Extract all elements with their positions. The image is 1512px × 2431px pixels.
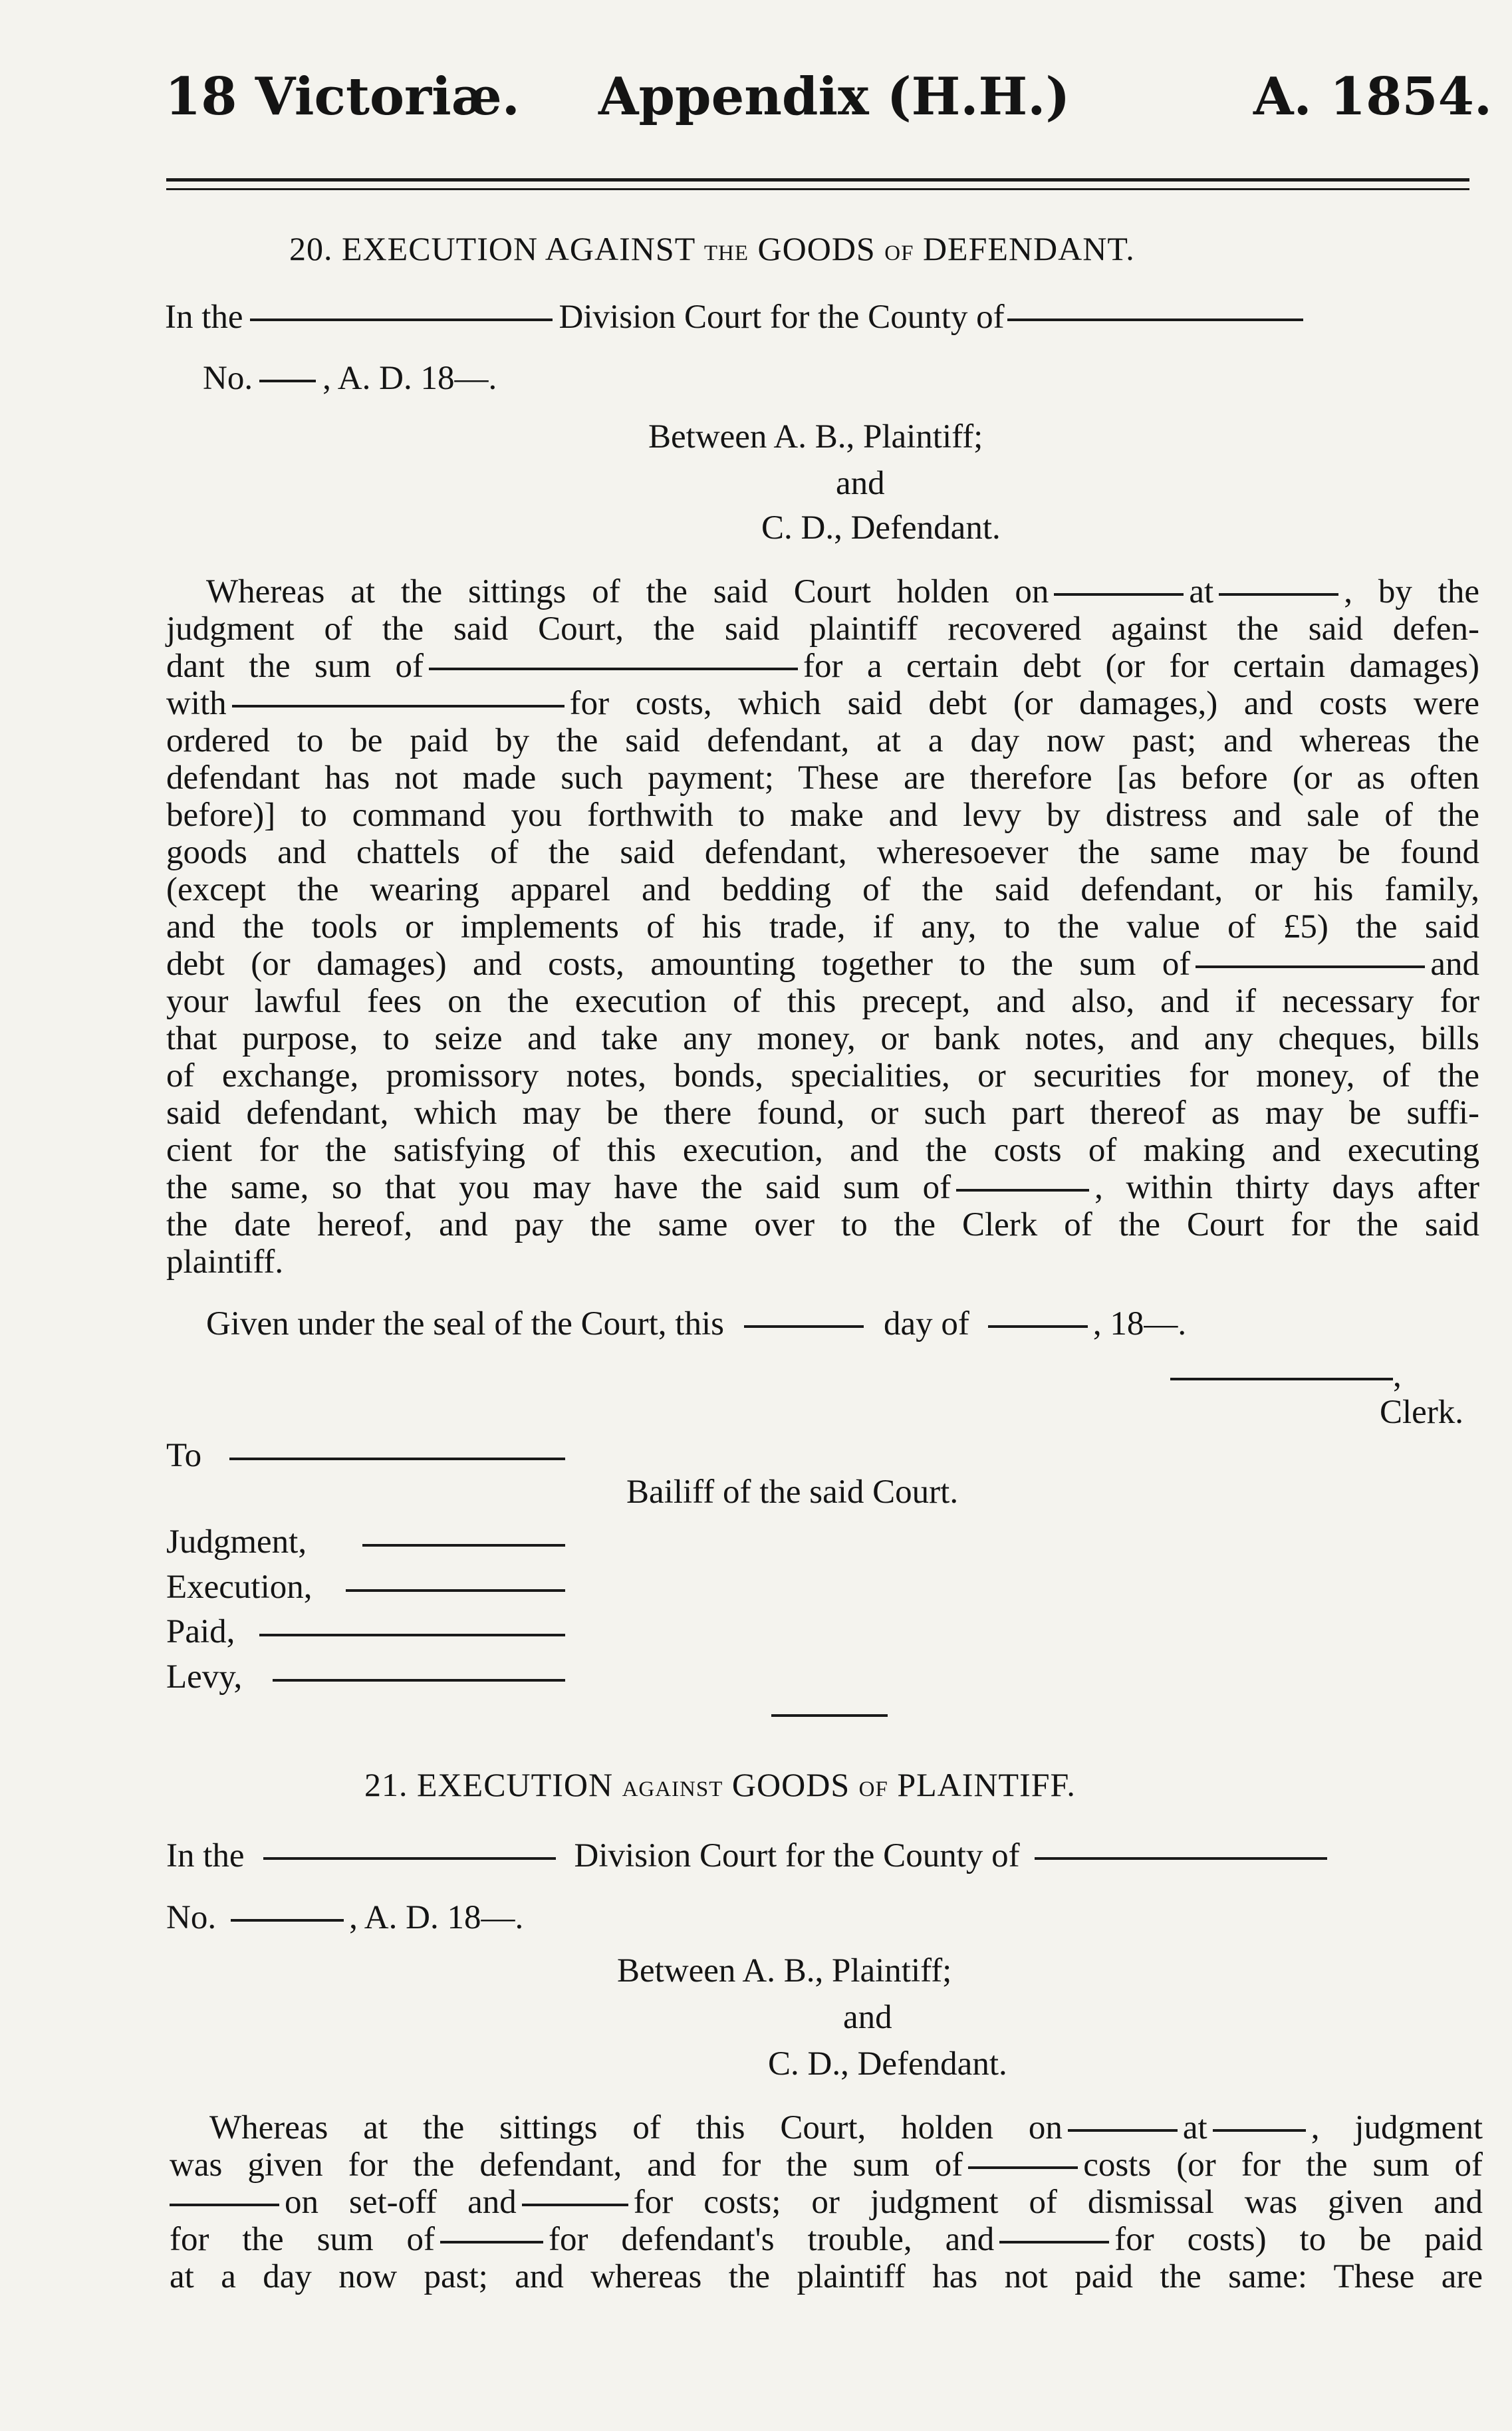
header-rule-top xyxy=(166,178,1469,182)
header-rule-bottom xyxy=(166,188,1469,190)
county-blank xyxy=(1035,1857,1327,1860)
form20-body-paragraph: Whereas at the sittings of the said Court holden on at , by the judgment of the said Court, the said plaintiff recovered against the said defen- dant the sum of for a certain debt (or for certain damages) with for costs, which said debt (or damages,) and costs were ordered to be paid by the said defendant, at a day now past; and whereas the defendant has not made such payment; These are therefore [as before (or as often before)] to command you forthwith to make and levy by distress and sale of the goods and chattels of the said defendant, wheresoever the same may be found (except the wearing apparel and bedding of the said defendant, or his family, and the tools or implements of his trade, if any, to the value of £5) the said debt (or damages) and costs, amounting together to the sum of and your lawful fees on the execution of this precept, and also, and if necessary for that purpose, to seize and take any money, or bank notes, and any cheques, bills of exchange, promissory notes, bonds, specialities, or securities for money, of the said defendant, which may be there found, or such part thereof as may be suffi- cient for the satisfying of this execution, and the costs of making and executing the same, so that you may have the said sum of , within thirty days after the date hereof, and pay the same over to the Clerk of the Court for the said plaintiff. xyxy=(166,573,1479,1281)
form21-and: and xyxy=(843,1999,892,2036)
form20-number-line: No. , A. D. 18—. xyxy=(203,360,497,397)
header-session: 18 Victoriæ. xyxy=(165,66,520,127)
clerk-label: Clerk. xyxy=(1380,1394,1464,1431)
month-blank xyxy=(988,1325,1088,1328)
form20-and: and xyxy=(836,465,885,502)
to-label: To xyxy=(166,1437,202,1474)
form20-court-line: In the Division Court for the County of xyxy=(165,298,1310,336)
levy-label: Levy, xyxy=(166,1658,243,1696)
form21-title: 21. EXECUTION AGAINST GOODS OF PLAINTIFF. xyxy=(364,1766,1076,1803)
court-name-blank xyxy=(250,319,553,321)
clerk-comma: , xyxy=(1393,1357,1402,1394)
to-blank xyxy=(229,1458,565,1460)
form21-defendant: C. D., Defendant. xyxy=(768,2045,1007,2083)
clerk-signature-line xyxy=(1170,1378,1393,1380)
form21-body-paragraph: Whereas at the sittings of this Court, holden on at , judgment was given for the defendant, and for the sum of costs (or for the sum of on set-off and for costs; or judgment of dismissal was given and for the sum of for defendant's trouble, and for costs) to be paid at a day now past; and whereas the plaintiff has not paid the same: These are xyxy=(170,2109,1483,2295)
form20-title: 20. EXECUTION AGAINST THE GOODS OF DEFENDANT. xyxy=(289,230,1135,267)
number-blank xyxy=(259,380,316,382)
form20-between: Between A. B., Plaintiff; xyxy=(648,418,983,455)
day-blank xyxy=(744,1325,864,1328)
judgment-label: Judgment, xyxy=(166,1523,307,1561)
county-blank xyxy=(1007,319,1303,321)
form20-defendant: C. D., Defendant. xyxy=(761,509,1001,547)
form20-given-line: Given under the seal of the Court, this day of , 18—. xyxy=(206,1305,1187,1343)
court-name-blank xyxy=(263,1857,556,1860)
levy-blank xyxy=(273,1679,565,1682)
paid-label: Paid, xyxy=(166,1613,235,1650)
form21-number-line: No. , A. D. 18—. xyxy=(166,1899,524,1936)
header-appendix: Appendix (H.H.) xyxy=(598,66,1071,127)
paid-blank xyxy=(259,1634,565,1636)
form21-between: Between A. B., Plaintiff; xyxy=(617,1952,952,1989)
judgment-blank xyxy=(362,1544,565,1547)
header-year: A. 1854. xyxy=(1253,66,1493,127)
number-blank xyxy=(231,1919,344,1922)
bailiff-label: Bailiff of the said Court. xyxy=(626,1473,959,1511)
form21-court-line: In the Division Court for the County of xyxy=(166,1837,1334,1875)
section-separator xyxy=(771,1714,888,1717)
execution-blank xyxy=(346,1589,565,1592)
execution-label: Execution, xyxy=(166,1569,313,1606)
